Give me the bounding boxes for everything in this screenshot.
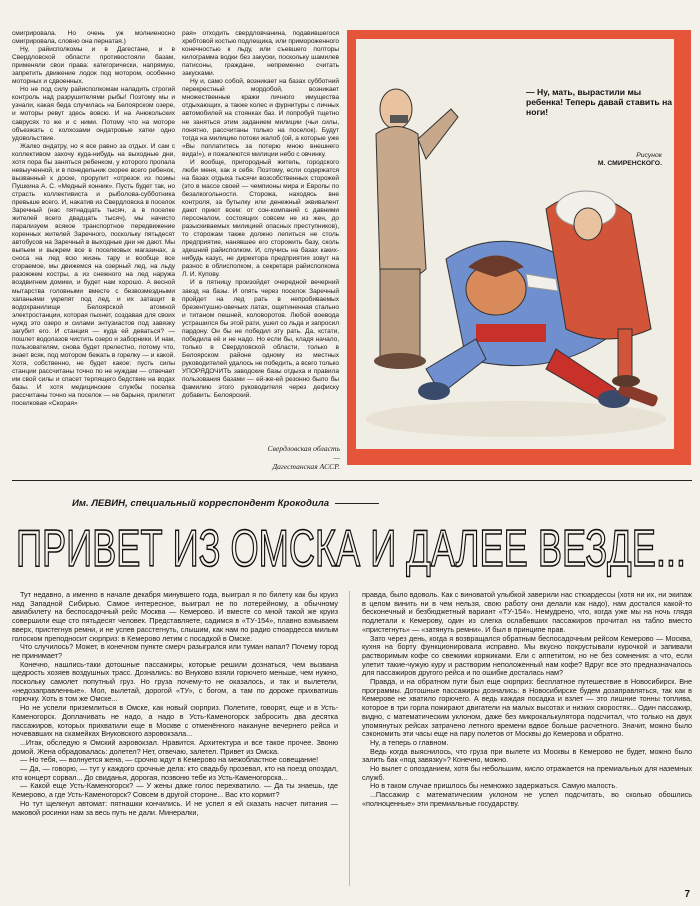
byline-text: Им. ЛЕВИН, специальный корреспондент Крокодила [72, 498, 330, 509]
paragraph: Но тут щелкнул автомат: пятнашки кончились. И не успел я ей сказать насчет питания — маковой росинки нам за весь путь не дали. Минералки, [12, 798, 338, 817]
article-column-2 [182, 30, 339, 440]
paragraph: — Но тебя, — волнуется жена, — срочно ждут в Кемерово на межобластное совещание! [20, 755, 319, 765]
paragraph: Ну, а теперь о главном. [370, 737, 449, 747]
paragraph: Жалко ондатру, но я все равно за отдых. И сам с коллективом захочу куда-нибудь на выходные дни, хотя пора бы заняться ребенком, у которого пропала невыученной, и в понедельник скорее всего ребенок, вызванный к доске, прорулит «отрезок из поэмы Пушкина А. С. «Медный конник». Пусть будет так, но страсть коллективиста и рыболова-субботника превыше всего. И, накатив из Свердловска в поселок Заречный (нас пятнадцать тысяч, а в поселке жителей всего двадцать тысяч), мы начисто парализуем всякое транспортное передвижение коренных жителей Заречного, поскольку пятьдесят автобусов на Заречный в выходные дни не дают. Мы выпьем и выжрем все в поселковых магазинах, а сноса на лед всю жизнь тару и вообще все сгораемое, мы движемся на озерный лед, на льду разожжем костры, а из снежного на лед наружа воздвигнем домики, и будет нам хорошо. А весной мытарства головными вместе с безвозмездными хапаньями укрепят под лед, и их затащит в водохранилище Белоярской атомной электростанции, которая пыхнет, создавая для своих нужд это озеро и силами энтузиастов под завязку загубит его. И станция — куда ей деваться? — пошлет водолазов чистить озеро и заборники. И нам, пользователям, снова будет прелестно, потому что, знает всяк, под мотором бежать в горелку — и какой. Хотя, собственно, не будет какое: пусть силы станции рассчитаны точно по не нуждам — отвечает им свой силы и спасет терпящего бедствие на водах базы. И хотя медицинские службы поселка рассчитаны точно на поселок — не барыня, прилетит поселковая «Скорая» [12, 142, 175, 408]
credit-name: М. СМИРЕНСКОГО. [597, 160, 662, 167]
paragraph: И вообще, пригородный житель, городского люби меня, как я себя. Поэтому, если содержатся на базах отдыха тысячи возсобственных сторожей (это в массе своей — чемпионы мира и Европы по безалкогольности. Сторожа, находясь вне контроля, за бутылку или денежный эквивалент дают приют всем: от сон-компаний с давними персоналом, состоящих совсем не из жен, до разыскиваемых милицией опасных преступников), то сторожам также должно лепиться не столь предприятие, нанявшее его сторожить базу, сколь здешний райисполком. И, случись на базах каких-нибудь казус, не директора предприятия зовут на разнос в облисполком, а секретаря райисполкома Л. И. Купову. [182, 158, 339, 279]
title-lettering [12, 512, 692, 582]
paragraph: Но не под силу райисполкомам наладить строгий контроль над разрушителями рыбы! Поэтому мы и узнали, какая беда случилась на Белоярском озере, и моторы ревут здесь вовсю. И на Анюкольских саврусях то же и с ними. Потому что на моторе объезжать с колхозами ондатровые хатки одно удовольствие. [12, 86, 175, 142]
paragraph: Ведь когда выяснилось, что груза при вылете из Москвы в Кемерово не будет, можно было залить бак «под завязку»? Конечно, можно. [362, 746, 692, 765]
paragraph: смигрировала. Но очень уж молниеносно смигрировала, словно она пернатая.) [12, 30, 175, 46]
article-body-left [12, 591, 338, 891]
illustrator-credit [598, 152, 662, 168]
byline-rule [335, 503, 379, 504]
paragraph: Конечно, нашлись-таки дотошные пассажиры, которые решили дознаться, чем вызвана щедрость хозяев воздушных трасс. Дознались: во Внуково взяли горючего меньше, чем нужно, поскольку самолет попутный груз. Но груза почему-то не оказалось, и так и вылетели, «недозаправленные». Мол, вылетай, дорогой «ТУ», с богом, а там по дороже прихватишь горючку. Хоть в том же Омске... [12, 659, 338, 704]
paragraph: Зато через день, когда я возвращался обратным беспосадочным рейсом Кемерово — Москва, кухня на борту функционировала исправно. Мы вкусно похрустывали курочкой и запивали растворимым кофе со свежими коржиками. Ели с аппетитом, но не без сомнения: а что, если улетит такие-чужую куру и растворим неположенный нам кофе? Вдруг все это предназначалось для пассажиров другого рейса и по ошибке досталась нам? [362, 633, 692, 678]
cartoon-illustration [356, 39, 674, 449]
paragraph: Но вылет с опозданием, хотя бы небольшим, кисло отражается на премиальных для наземных служб. [362, 764, 692, 782]
paragraph: Но не успели приземлиться в Омске, как новый сюрприз. Полетите, говорят, еще и в Усть-Каменогорск. Доплачивать не надо, а надо в Усть-Каменогорск забросить два десятка пассажиров, которых прихватили еще в Москве с отменённого накануне вечернего рейса и ночевавших на скамейках Внуковского аэровокзала... [12, 703, 338, 739]
paragraph: Ну и, само собой, возникает на базах субботний перекрестный мордобой, возникает множественные кражи личного имущества отдыхающих, а также колес и фурнитуры с личных автомобилей на стоянках баз. И попробуй тщетно не заняться этим заданием милиции (чьи силы, понятно, рассчитаны только на поселок). Будут тогда на милицию потоки жалоб (ой, а которые уже «Вы поплатитесь за потерю мною внешнего вида!»), и пожалеются милиции небо с овчинку. [182, 78, 339, 158]
location-signoff [260, 444, 340, 471]
location-line: Дагестанская АССР. [272, 462, 340, 471]
paragraph: ...Пассажир с математическим уклоном не успел подсчитать, во сколько обошлись «полноценные» эти премиальные государству. [362, 790, 692, 808]
paragraph: — Да, — говорю, — тут у каждого срочные дела: кто свадьбу прозевал, кто на поезд опоздал, кто концерт сорвал... До свиданья, дорогая, позвоню тебе из Усть-Каменогорска... [12, 764, 338, 782]
paragraph: Ну, райисполкомы и в Дагестане, и в Свердловской области противостояли базам, применяли свои права: категорически, напрямую, запретить движение лодок под мотором, особенно моторных и сдвоенных. [12, 46, 175, 86]
article-body-right [362, 591, 692, 891]
column-divider [349, 591, 350, 886]
paragraph: Правда, и на обратном пути был еще сюрприз: бесплатное путешествие в Новосибирск. Вне программы. Дотошные пассажиры дознались: в Новосибирске будем дозаправляться, так как в Кемерове не хватило горючего. А ведь каждая посадка и взлет — это лишние тонны топлива, которое в три горла пожирают двигатели на малых высотах и низких скоростях... Один пассажир, видно, с математическим уклоном, даже без микрокалькулятора подсчитал, что только на двух упомянутых рейсах затрачено летного времени вдвое больше расчетного. Значит, можно было сэкономить эти часы еще на пару полетов от Москвы до Кемерова и обратно. [362, 677, 692, 739]
paragraph: правда, было вдоволь. Как с виноватой улыбкой заверили нас стюардессы (хотя ни их, ни экипаж в целом винить ни в чем нельзя, свою работу они делали как надо), нам достался какой-то бесконечный и безбюджетный вариант «ТУ-154». Немудрено, что, когда уже мы на ночь глядя подлетали к Кемерову, один из слегка ослабевших пассажиров прочитал на табло вместо «пристегнуть» — «затянуть ремни». И был в принципе прав. [362, 591, 692, 634]
paragraph: И в пятницу произойдет очередной вечерний заезд на базы. И опять через поселок Заречный пройдет на лед рать в непробиваемых брезентушно-овечьих латах, ощетиненная стально и титаном пешней, коловоротов. Любой воевода устрашился бы этой рати, ушел со льда и запросил пардону. Он бы не победил эту рать. Да, кстати, победила её и не надо. Но если бы, кладя начало, только в Свердловской области, только в Белоярском районе одному из местных руководителей удалось не победить, а всего только УПОРЯДОЧИТЬ заводские базы отдыха и правила пользования базами — ей-же-ей резонно было бы фамилию этого руководителя через дефиску добавить: Белоярский. [182, 279, 339, 400]
title-text: ПРИВЕТ ИЗ ОМСКА И ДАЛЕЕ ВЕЗДЕ... [16, 520, 686, 578]
page-number: 7 [684, 889, 690, 900]
article-title [12, 512, 692, 582]
credit-label: Рисунок [636, 152, 662, 159]
paragraph: — Какой еще Усть-Каменогорск? — У жены даже голос перехватило. — Да ты знаешь, где Кемерово, а где Усть-Каменогорск? Совсем в другой стороне... Вас кто кормит? [12, 781, 338, 800]
byline [72, 498, 379, 509]
section-divider [12, 480, 692, 481]
cartoon-caption: — Ну, мать, вырастили мы ребенка! Теперь давай ставить на ноги! [526, 87, 673, 117]
paragraph: Что случилось? Может, в конечном пункте смерч разыгрался или туман напал? Почему город не принимает? [12, 642, 338, 660]
standing-man-figure [374, 89, 458, 369]
location-line: Свердловская область — [267, 444, 340, 462]
paragraph: Но в таком случае пришлось бы немножко задержаться. Самую малость. [370, 781, 618, 791]
cartoon-illustration-frame [347, 30, 691, 465]
paragraph: рая» отходить свердловчанина, подавившегося хребтовой костью подлещика, или примороженного конечностью к льду, или съевшего полторы килограмма водки без закуски, поскольку шамилев патисоны, граждане, непременно считать закусками. [182, 30, 339, 78]
paragraph: Тут недавно, а именно в начале декабря минувшего года, выиграл я по билету как бы круиз над Западной Сибирью. Самое интересное, выиграл не по лотерейному, а обычному авиабилету на беспосадочный рейс Москва — Кемерово. И вместе со мной такой же круиз совершили еще сто пятьдесят человек. Представляете, садимся в «ТУ-154», плавно взмываем вверх, пристегнув ремни, и не успев расстегнуть, слышим, как нам по радио стюардесса милым голоском преподносит сюрприз: в Кемерово летим с посадкой в Омске. [12, 591, 338, 643]
article-column-1 [12, 30, 175, 477]
paragraph: ...Итак, обследую я Омский аэровокзал. Нравится. Архитектура и все такое прочее. Звоню домой. Жена обрадовалась: долетел? Нет, отвечаю, залетел. Привет из Омска. [12, 737, 338, 756]
